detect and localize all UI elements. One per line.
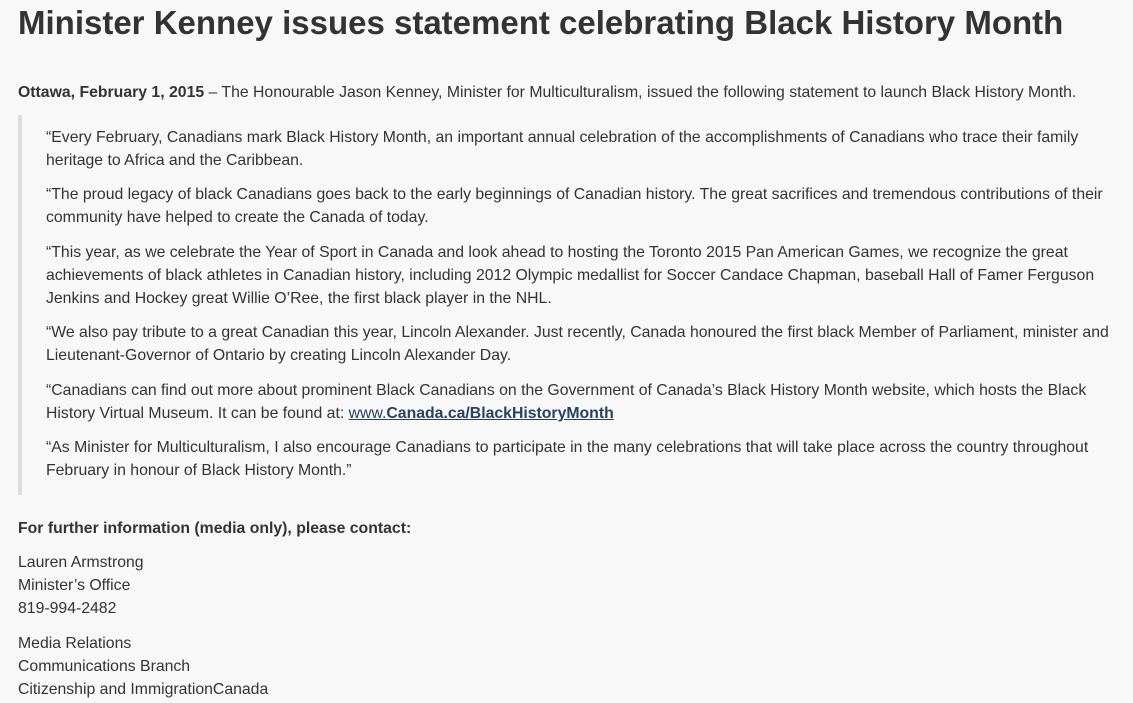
- statement-paragraph-1: “Every February, Canadians mark Black History Month, an important annual celebration of the accomplishments of Canadians who trace their family heritage to Africa and the Caribbean.: [46, 129, 1079, 169]
- link-domain-path: Canada.ca/BlackHistoryMonth: [386, 405, 614, 422]
- department-line: Citizenship and ImmigrationCanada: [18, 681, 269, 698]
- media-relations-block: [18, 632, 268, 701]
- communications-branch-line: Communications Branch: [18, 658, 191, 675]
- statement-paragraph-5: [46, 379, 1133, 425]
- statement-paragraph-5-text: “Canadians can find out more about prominent Black Canadians on the Government of Canada’s Black History Month website, which hosts the Black History Virtual Museum. It can be found at:: [46, 382, 1087, 422]
- statement-paragraph-3: “This year, as we celebrate the Year of Sport in Canada and look ahead to hosting the Toronto 2015 Pan American Games, we recognize the great achievements of black athletes in Canadian history, including 2012 Olympic medallist for Soccer Candace Chapman, baseball Hall of Famer Ferguson Jenkins and Hockey great Willie O’Ree, the first black player in the NHL.: [46, 244, 1095, 307]
- statement-paragraph-6: “As Minister for Multiculturalism, I also encourage Canadians to participate in the many celebrations that will take place across the country throughout February in honour of Black History Month.”: [46, 439, 1089, 479]
- media-relations-line: Media Relations: [18, 635, 132, 652]
- statement-paragraph-2: “The proud legacy of black Canadians goes back to the early beginnings of Canadian history. The great sacrifices and tremendous contributions of their community have helped to create the Canada of today.: [46, 186, 1103, 226]
- dateline-text: – The Honourable Jason Kenney, Minister for Multiculturalism, issued the following statement to launch Black History Month.: [204, 84, 1077, 101]
- dateline-place-date: Ottawa, February 1, 2015: [18, 84, 205, 101]
- statement-paragraph-4: “We also pay tribute to a great Canadian this year, Lincoln Alexander. Just recently, Canada honoured the first black Member of Parliament, minister and Lieutenant-Governor of Ontario by creating Lincoln Alexander Day.: [46, 324, 1109, 364]
- contact-phone: 819-994-2482: [18, 600, 117, 617]
- contact-person-block: [18, 551, 144, 620]
- page-title: Minister Kenney issues statement celebrating Black History Month: [18, 4, 1064, 41]
- contact-office: Minister’s Office: [18, 577, 131, 594]
- black-history-month-link[interactable]: [349, 405, 614, 422]
- statement-blockquote: [18, 115, 1133, 495]
- link-prefix: www.: [348, 405, 387, 422]
- dateline: [18, 81, 1076, 104]
- contact-name: Lauren Armstrong: [18, 554, 144, 571]
- contact-heading: For further information (media only), please contact:: [18, 520, 412, 537]
